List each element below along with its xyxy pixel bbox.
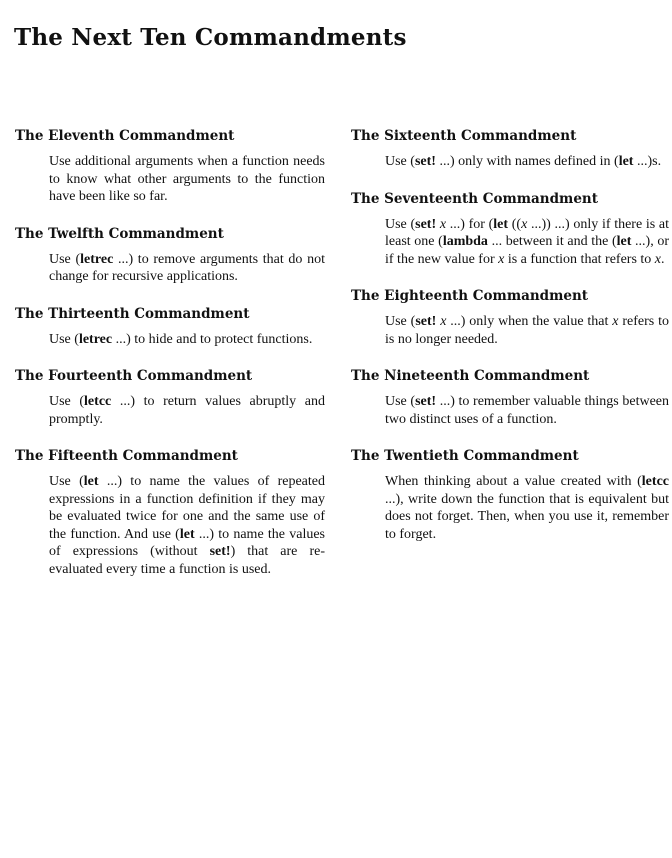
keyword: letcc <box>84 394 112 409</box>
text-run: ...) to remove arguments that do not change for recursive applications. <box>49 251 326 284</box>
variable: x <box>654 251 662 267</box>
text-run: ...) to return values abruptly and promptly. <box>49 394 325 427</box>
commandment-text <box>49 251 325 286</box>
commandment-title: The Nineteenth Commandment <box>351 368 590 384</box>
text-run: ...) for ( <box>446 216 494 232</box>
keyword: set! <box>209 544 231 559</box>
keyword: let <box>179 526 195 542</box>
text-run: ...) to name the values of repeated expressions in a function definition if they may be evaluated twice for one and the same use of the function. And use ( <box>49 474 325 542</box>
text-run: Use ( <box>49 394 85 409</box>
text-run: ...)) ...) only if there is at least one ( <box>385 216 670 249</box>
text-run: ...) only when the value that <box>446 314 613 329</box>
commandment-title: The Twentieth Commandment <box>351 448 579 464</box>
text-run: refers to is no longer needed. <box>385 314 670 347</box>
text-run: ...) only with names defined in ( <box>435 154 619 169</box>
text-run: Use ( <box>385 216 416 232</box>
text-run: ...)s. <box>633 154 662 169</box>
keyword: lambda <box>442 234 488 249</box>
keyword: set! <box>414 154 436 169</box>
commandment-text <box>385 393 669 428</box>
commandment-title: The Fourteenth Commandment <box>15 368 253 384</box>
commandment-text <box>385 313 669 348</box>
text-run: is a function that refers to <box>504 251 655 267</box>
left-column <box>15 128 325 598</box>
commandment-text <box>49 393 325 428</box>
commandment-text <box>49 331 325 349</box>
right-column <box>351 128 669 563</box>
text-run: Use ( <box>49 251 81 267</box>
commandment-title: The Thirteenth Commandment <box>15 305 250 322</box>
text-run: (( <box>508 216 522 232</box>
keyword: let <box>618 154 634 169</box>
keyword: set! <box>415 314 437 329</box>
commandment-15 <box>15 448 325 578</box>
keyword: letrec <box>80 251 114 267</box>
variable: x <box>439 216 447 232</box>
commandment-text <box>49 153 325 206</box>
text-run: When thinking about a value created with ( <box>385 474 642 489</box>
commandment-title: The Fifteenth Commandment <box>15 448 238 464</box>
commandment-text <box>49 473 325 578</box>
text-run: ...), or if the new value for <box>385 234 670 267</box>
keyword: let <box>493 216 509 232</box>
keyword: let <box>616 234 632 249</box>
variable: x <box>498 251 505 267</box>
commandment-17 <box>351 191 669 269</box>
commandment-text <box>385 216 669 269</box>
text-run: Use ( <box>385 154 415 169</box>
commandment-14 <box>15 368 325 428</box>
text-run: ...) to name the values of expressions (without <box>49 526 325 559</box>
commandment-title: The Eighteenth Commandment <box>351 288 589 304</box>
keyword: letrec <box>78 331 113 347</box>
commandment-18 <box>351 288 669 348</box>
commandment-13 <box>15 306 325 349</box>
commandment-20 <box>351 448 669 543</box>
commandment-title: The Twelfth Commandment <box>15 225 224 242</box>
commandment-text <box>385 473 669 543</box>
variable: x <box>612 314 619 329</box>
commandment-11 <box>15 128 325 206</box>
commandment-text <box>385 153 669 171</box>
variable: x <box>440 314 447 329</box>
text-run: ... between it and the ( <box>487 234 617 249</box>
commandment-title: The Eleventh Commandment <box>15 128 235 144</box>
commandment-title: The Seventeenth Commandment <box>351 190 598 207</box>
variable: x <box>521 216 528 232</box>
text-run: Use ( <box>49 331 79 347</box>
text-run: Use ( <box>385 314 416 329</box>
text-run: Use ( <box>385 394 416 409</box>
commandment-12 <box>15 226 325 286</box>
text-run: Use ( <box>49 474 84 489</box>
keyword: letcc <box>641 474 669 489</box>
text-run: ...) to remember valuable things between two distinct uses of a function. <box>385 394 669 427</box>
commandment-title: The Sixteenth Commandment <box>351 128 577 144</box>
commandment-16 <box>351 128 669 171</box>
commandment-19 <box>351 368 669 428</box>
text-run: . <box>661 251 665 267</box>
text-run: ) that are re-evaluated every time a function is used. <box>49 544 325 577</box>
keyword: set! <box>415 216 437 232</box>
text-run: Use additional arguments when a function needs to know what other arguments to the function have been like so far. <box>49 154 325 204</box>
text-run: ...) to hide and to protect functions. <box>112 331 313 347</box>
keyword: let <box>83 474 99 489</box>
page-title: The Next Ten Commandments <box>14 24 407 51</box>
text-run: ...), write down the function that is equivalent but does not forget. Then, when you use it, remember to forget. <box>385 491 669 542</box>
keyword: set! <box>415 394 437 409</box>
